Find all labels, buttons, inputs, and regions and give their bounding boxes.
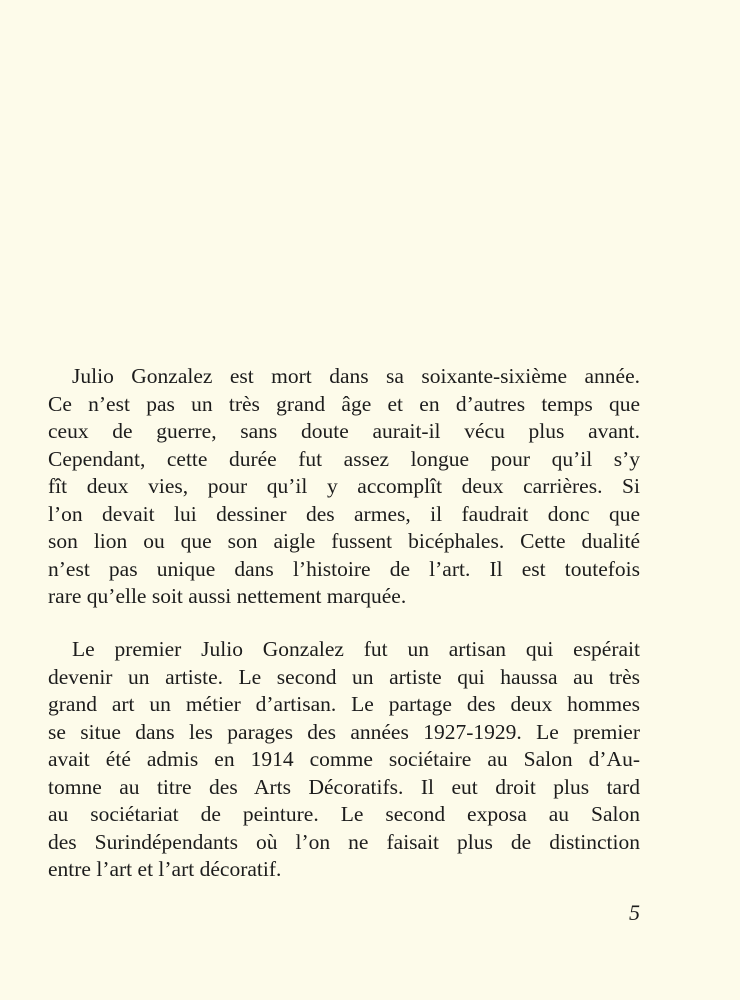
text-line: tomne au titre des Arts Décoratifs. Il eut droit plus tard — [48, 774, 640, 799]
text-line: au sociétariat de peinture. Le second exposa au Salon — [48, 802, 640, 826]
text-line: des Surindépendants où l’on ne faisait plus de distinction — [48, 829, 640, 854]
text-line: Julio Gonzalez est mort dans sa soixante-sixième année. — [72, 364, 640, 388]
text-line: ceux de guerre, sans doute aurait-il vécu plus avant. — [48, 419, 640, 443]
text-line: grand art un métier d’artisan. Le partage des deux hommes — [48, 692, 640, 716]
text-line: fît deux vies, pour qu’il y accomplît deux carrières. Si — [48, 474, 640, 498]
text-line: son lion ou que son aigle fussent bicéphales. Cette dualité — [48, 529, 640, 553]
paragraph-2 — [48, 636, 640, 884]
paragraph-1 — [48, 363, 640, 611]
text-line: l’on devait lui dessiner des armes, il faudrait donc que — [48, 501, 640, 526]
page-number: 5 — [629, 900, 640, 925]
text-line: Le premier Julio Gonzalez fut un artisan qui espérait — [72, 637, 640, 661]
text-line: rare qu’elle soit aussi nettement marquée. — [48, 584, 407, 608]
text-line: devenir un artiste. Le second un artiste qui haussa au très — [48, 664, 640, 689]
text-line: avait été admis en 1914 comme sociétaire au Salon d’Au- — [48, 747, 640, 771]
text-line: n’est pas unique dans l’histoire de l’art. Il est toutefois — [48, 556, 640, 581]
text-line: entre l’art et l’art décoratif. — [48, 857, 282, 881]
text-line: se situe dans les parages des années 1927-1929. Le premier — [48, 719, 640, 744]
text-line: Ce n’est pas un très grand âge et en d’autres temps que — [48, 391, 640, 416]
text-line: Cependant, cette durée fut assez longue pour qu’il s’y — [48, 446, 640, 471]
